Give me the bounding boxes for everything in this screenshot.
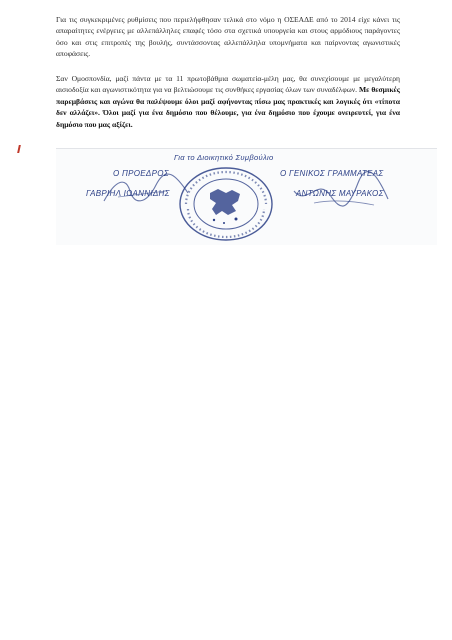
secretary-name: ΑΝΤΩΝΗΣ ΜΑΥΡΑΚΟΣ bbox=[296, 189, 384, 198]
signature-block bbox=[56, 148, 437, 245]
paragraph-legislation-text: Για τις συγκεκριμένες ρυθμίσεις που περιελήφθησαν τελικά στο νόμο η ΟΣΕΑΔΕ από το 2014 είχε κάνει τις απαραίτητες ενέργειες με αλλεπάλληλες επαφές τόσο στα σχετικά υπουργεία και στους αρμόδιους παράγοντες όσο και στις επιτροπές της βουλής, συντάσσοντας αλλεπάλληλα υπομνήματα και παίρνοντας αγωνιστικές αποφάσεις. bbox=[56, 15, 400, 59]
paragraph-legislation bbox=[56, 14, 400, 60]
paragraph-federation-text: Σαν Ομοσπονδία, μαζί πάντα με τα 11 πρωτοβάθμια σωματεία-μέλη μας, θα συνεχίσουμε με μεγαλύτερη αισιοδοξία και αγωνιστικότητα για να βελτιώσουμε τις συνθήκες εργασίας όλων των συναδέλφων. bbox=[56, 74, 400, 95]
secretary-title: Ο ΓΕΝΙΚΟΣ ΓΡΑΜΜΑΤΕΑΣ bbox=[280, 169, 384, 178]
president-signature-icon bbox=[96, 171, 196, 211]
red-margin-mark bbox=[17, 145, 21, 153]
president-title: Ο ΠΡΟΕΔΡΟΣ bbox=[113, 169, 169, 178]
secretary-signature-icon bbox=[284, 171, 394, 213]
board-title: Για το Διοικητικό Συμβούλιο bbox=[174, 153, 274, 162]
president-name: ΓΑΒΡΙΗΛ ΙΩΑΝΝΙΔΗΣ bbox=[86, 189, 170, 198]
paragraph-federation-bold-text: Με θεσμικές παρεμβάσεις και αγώνα θα παλέψουμε όλοι μαζί αφήνοντας πίσω μας πρακτικές και λογικές ότι «τίποτα δεν αλλάζει». Όλοι μαζί για ένα δημόσιο που θέλουμε, για ένα δημόσιο που έχουμε ονειρευτεί, για ένα δημόσιο που μας αξίζει. bbox=[56, 85, 400, 129]
paragraph-federation bbox=[56, 73, 400, 130]
